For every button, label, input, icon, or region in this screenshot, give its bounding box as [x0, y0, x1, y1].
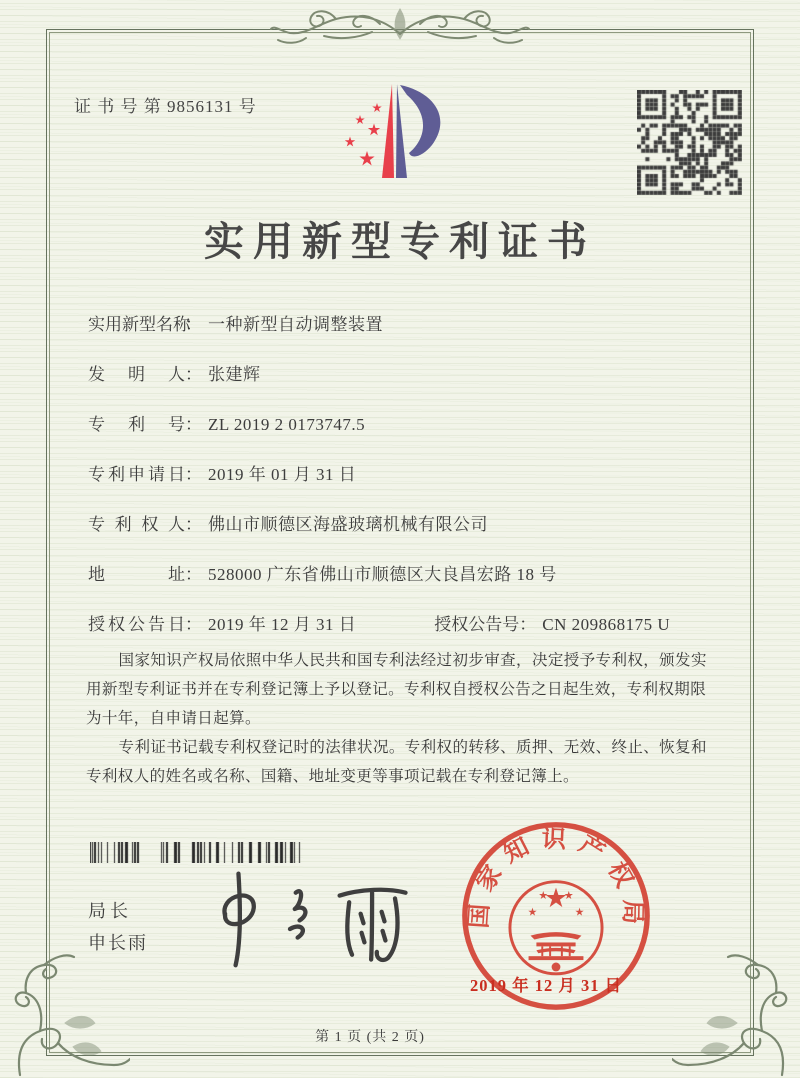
- signer-title: 局长: [88, 901, 132, 921]
- field-colon: ：: [519, 615, 537, 634]
- field-colon: ：: [185, 465, 202, 484]
- svg-text:国家知识产权局: [464, 825, 646, 935]
- field-colon: ：: [185, 315, 202, 334]
- body-paragraph: 国家知识产权局依照中华人民共和国专利法经过初步审查，决定授予专利权，颁发实用新型专利证书并在专利登记簿上予以登记。专利权自授权公告之日起生效，专利权期限为十年，自申请日起算。: [86, 652, 707, 727]
- field-value: 528000 广东省佛山市顺德区大良昌宏路 18 号: [208, 565, 557, 584]
- field-colon: ：: [185, 415, 202, 434]
- grant-date-value: 2019 年 12 月 31 日: [208, 615, 357, 634]
- field-label: 发明人: [88, 365, 185, 384]
- field-row: [88, 461, 728, 488]
- field-label: 地址: [88, 565, 185, 584]
- field-row: [88, 411, 728, 438]
- cnipa-logo-icon: [330, 66, 470, 194]
- field-value: 佛山市顺德区海盛玻璃机械有限公司: [208, 515, 488, 534]
- field-colon: ：: [185, 615, 202, 634]
- field-row: [88, 311, 728, 338]
- grant-date-label: 授权公告日: [88, 615, 185, 634]
- field-label: 专利权人: [88, 515, 185, 534]
- field-colon: ：: [185, 515, 202, 534]
- legal-text: [86, 646, 716, 791]
- signature-icon: [196, 866, 426, 971]
- field-list: [88, 311, 728, 661]
- field-row: [88, 361, 728, 388]
- certificate-number: 证 书 号 第 9856131 号: [74, 97, 257, 116]
- grant-no-label: 授权公告号: [434, 615, 520, 634]
- body-paragraph: 专利证书记载专利权登记时的法律状况。专利权的转移、质押、无效、终止、恢复和专利权人的姓名或名称、国籍、地址变更等事项记载在专利登记簿上。: [86, 739, 707, 785]
- page-footer: 第 1 页 (共 2 页): [315, 1030, 425, 1045]
- qr-code: [637, 90, 742, 195]
- field-colon: ：: [185, 565, 202, 584]
- field-label: 专利申请日: [88, 465, 185, 484]
- seal-date: 2019 年 12 月 31 日: [470, 976, 623, 995]
- field-value: 2019 年 01 月 31 日: [208, 465, 357, 484]
- field-value: ZL 2019 2 0173747.5: [208, 415, 366, 434]
- national-emblem-icon: [510, 882, 602, 974]
- grant-no-value: CN 209868175 U: [542, 615, 671, 634]
- seal-text: 国家知识产权局: [465, 825, 646, 936]
- certificate-title: 实用新型专利证书: [204, 219, 596, 264]
- field-label: 专利号: [88, 415, 185, 434]
- field-value: 张建辉: [208, 365, 261, 384]
- grant-row: [88, 611, 728, 638]
- field-row: [88, 561, 728, 588]
- signer-name: 申长雨: [88, 933, 148, 953]
- barcode: [90, 842, 302, 863]
- field-row: [88, 511, 728, 538]
- field-label: 实用新型名称: [88, 315, 190, 334]
- field-colon: ：: [185, 365, 202, 384]
- field-value: 一种新型自动调整装置: [208, 315, 383, 334]
